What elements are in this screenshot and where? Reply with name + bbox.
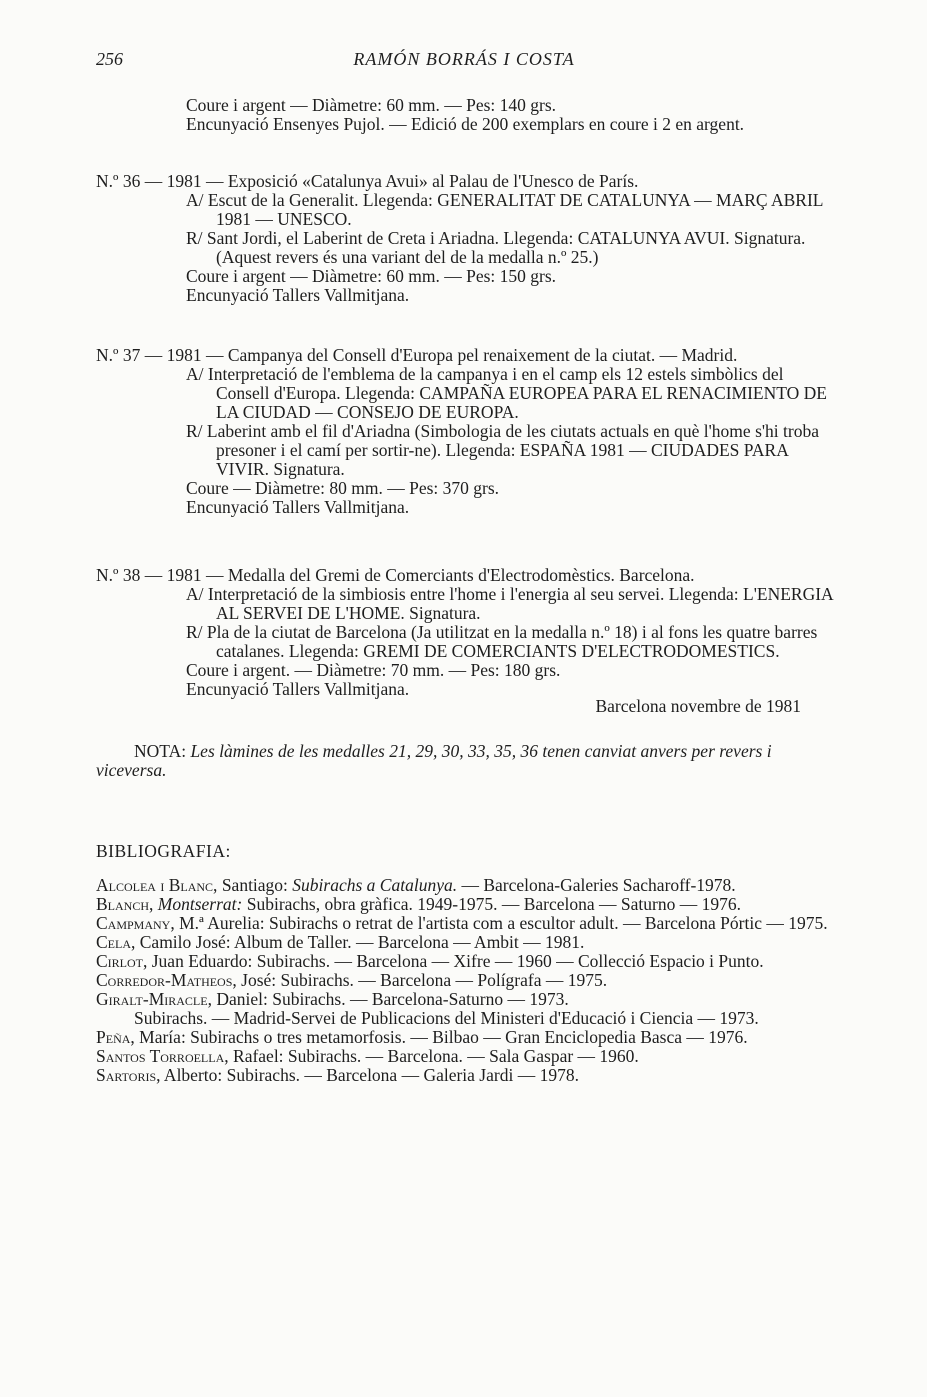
bibliography-list <box>96 876 841 1085</box>
bibliography-author: Cirlot, <box>96 951 148 971</box>
running-title: RAMÓN BORRÁS I COSTA <box>353 49 575 69</box>
entry-37-reverse: R/ Laberint amb el fil d'Ariadna (Simbologia de les ciutats actuals en què l'home s'hi troba presoner i el camí per sortir-ne). Llegenda: ESPAÑA 1981 — CIUDADES PARA VIVIR. Signatura. <box>186 421 819 479</box>
bibliography-work-title: Montserrat: <box>157 894 243 914</box>
bibliography-author: Santos Torroella, <box>96 1046 229 1066</box>
entry-38-mint: Encunyació Tallers Vallmitjana. <box>186 679 410 699</box>
bibliography-work-title: Subirachs a Catalunya. <box>292 875 458 895</box>
bibliography-item <box>96 1066 841 1085</box>
bibliography-text: Juan Eduardo: Subirachs. — Barcelona — Xifre — 1960 — Collecció Espacio i Punto. <box>147 951 764 971</box>
place-date: Barcelona novembre de 1981 <box>595 696 801 716</box>
bibliography-text: Subirachs. — Madrid-Servei de Publicacions del Ministeri d'Educació i Ciencia — 1973. <box>134 1008 759 1028</box>
entry-36 <box>96 172 841 305</box>
bibliography-author: Cela, <box>96 932 136 952</box>
bibliography-item <box>96 933 841 952</box>
entry-35-metal: Coure i argent — Diàmetre: 60 mm. — Pes: 140 grs. <box>186 95 557 115</box>
entry-36-obverse: A/ Escut de la Generalit. Llegenda: GENERALITAT DE CATALUNYA — MARÇ ABRIL 1981 — UNESCO. <box>186 190 823 229</box>
bibliography-item <box>96 1028 841 1047</box>
entry-37-obverse: A/ Interpretació de l'emblema de la campanya i en el camp els 12 estels simbòlics del Consell d'Europa. Llegenda: CAMPAÑA EUROPEA PARA EL RENACIMIENTO DE LA CIUDAD — CONSEJO DE EUROPA. <box>186 364 827 422</box>
entry-35-mint: Encunyació Ensenyes Pujol. — Edició de 200 exemplars en coure i 2 en argent. <box>186 114 745 134</box>
entry-37-head: N.º 37 — 1981 — Campanya del Consell d'Europa pel renaixement de la ciutat. — Madrid. <box>96 345 738 365</box>
bibliography-publication: — Barcelona-Galeries Sacharoff-1978. <box>457 875 736 895</box>
entry-38 <box>96 566 841 716</box>
note-paragraph <box>96 742 841 780</box>
bibliography-item <box>96 914 841 933</box>
entry-38-reverse: R/ Pla de la ciutat de Barcelona (Ja utilitzat en la medalla n.º 18) i al fons les quatre barres catalanes. Llegenda: GREMI DE COMERCIANTS D'ELECTRODOMESTICS. <box>186 622 818 661</box>
bibliography-author: Alcolea i Blanc, <box>96 875 218 895</box>
bibliography-item <box>96 1047 841 1066</box>
bibliography-text: Daniel: Subirachs. — Barcelona-Saturno — 1973. <box>211 989 569 1009</box>
bibliography-item <box>96 990 841 1009</box>
page-header <box>96 50 832 74</box>
bibliography-item <box>96 971 841 990</box>
bibliography-author: Sartoris, <box>96 1065 161 1085</box>
note <box>96 742 841 780</box>
bibliography-text: Rafael: Subirachs. — Barcelona. — Sala Gaspar — 1960. <box>228 1046 639 1066</box>
note-text: Les làmines de les medalles 21, 29, 30, 33, 35, 36 tenen canviat anvers per revers i viceversa. <box>96 741 772 780</box>
entry-37 <box>96 346 841 517</box>
entry-36-head: N.º 36 — 1981 — Exposició «Catalunya Avui» al Palau de l'Unesco de París. <box>96 171 639 191</box>
bibliography-item <box>96 876 841 895</box>
entry-35-tail <box>96 96 841 134</box>
entry-37-mint: Encunyació Tallers Vallmitjana. <box>186 497 410 517</box>
bibliography-item <box>96 952 841 971</box>
bibliography-item <box>96 895 841 914</box>
bibliography-author: Giralt-Miracle, <box>96 989 212 1009</box>
bibliography-author: Blanch, <box>96 894 154 914</box>
bibliography-text: Camilo José: Album de Taller. — Barcelona — Ambit — 1981. <box>135 932 585 952</box>
entry-37-metal: Coure — Diàmetre: 80 mm. — Pes: 370 grs. <box>186 478 500 498</box>
bibliography-author: Campmany, <box>96 913 175 933</box>
bibliography-item <box>96 1009 841 1028</box>
entry-36-mint: Encunyació Tallers Vallmitjana. <box>186 285 410 305</box>
bibliography-text: María: Subirachs o tres metamorfosis. — Bilbao — Gran Enciclopedia Basca — 1976. <box>134 1027 748 1047</box>
bibliography-text: José: Subirachs. — Barcelona — Polígrafa — 1975. <box>236 970 608 990</box>
entry-36-metal: Coure i argent — Diàmetre: 60 mm. — Pes: 150 grs. <box>186 266 557 286</box>
entry-38-metal: Coure i argent. — Diàmetre: 70 mm. — Pes: 180 grs. <box>186 660 561 680</box>
entry-36-reverse: R/ Sant Jordi, el Laberint de Creta i Ariadna. Llegenda: CATALUNYA AVUI. Signatura. (Aquest revers és una variant del de la medalla n.º 25.) <box>186 228 806 267</box>
bibliography-author: Peña, <box>96 1027 135 1047</box>
entry-38-head: N.º 38 — 1981 — Medalla del Gremi de Comerciants d'Electrodomèstics. Barcelona. <box>96 565 695 585</box>
entry-38-obverse: A/ Interpretació de la simbiosis entre l'home i l'energia al seu servei. Llegenda: L'ENERGIA AL SERVEI DE L'HOME. Signatura. <box>186 584 833 623</box>
page-number: 256 <box>96 49 123 69</box>
bibliography-publication: Subirachs, obra gràfica. 1949-1975. — Barcelona — Saturno — 1976. <box>242 894 741 914</box>
bibliography-author: Corredor-Matheos, <box>96 970 237 990</box>
bibliography-text: M.ª Aurelia: Subirachs o retrat de l'artista com a escultor adult. — Barcelona Pórtic — 1975. <box>174 913 828 933</box>
bibliography-title: BIBLIOGRAFIA: <box>96 841 231 861</box>
bibliography-text: Santiago: <box>217 875 293 895</box>
bibliography-text: Alberto: Subirachs. — Barcelona — Galeria Jardi — 1978. <box>160 1065 579 1085</box>
bibliography <box>96 842 841 861</box>
note-label: NOTA: <box>134 741 187 761</box>
